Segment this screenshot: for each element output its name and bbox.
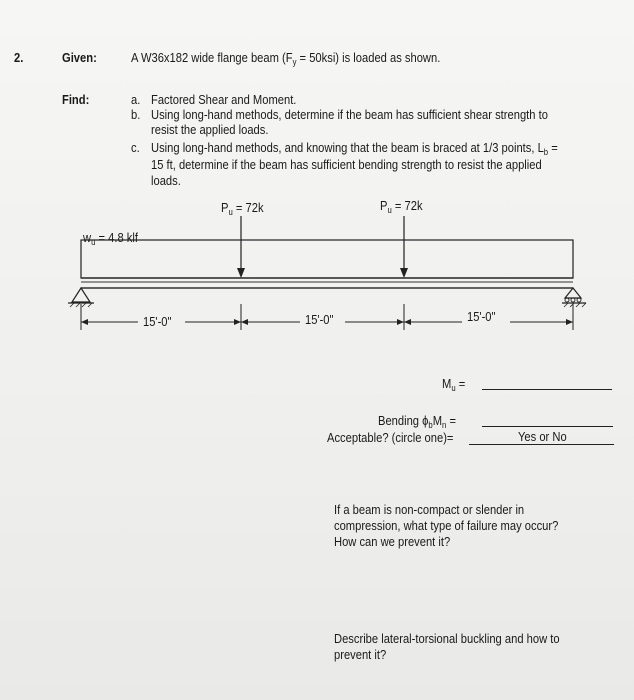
- item-c-line-1: Using long-hand methods, and knowing that the beam is braced at 1/3 points, $L_b$ =: [151, 140, 558, 157]
- question-1-line-2: compression, what type of failure may occur?: [334, 518, 559, 533]
- yes-or-no-option[interactable]: Yes or No: [518, 429, 567, 444]
- bending-answer-blank[interactable]: [482, 426, 613, 427]
- point-load-1-arrow: [237, 216, 245, 278]
- question-1-line-1: If a beam is non-compact or slender in: [334, 502, 525, 517]
- item-a-letter: a.: [131, 92, 141, 107]
- problem-number: 2.: [14, 50, 24, 65]
- item-a-text: Factored Shear and Moment.: [151, 92, 297, 107]
- item-b-letter: b.: [131, 107, 141, 122]
- bending-label: Bending $\phi_bM_n$ =: [378, 413, 457, 430]
- find-label: Find:: [62, 92, 90, 107]
- acceptable-answer-blank[interactable]: [469, 444, 614, 445]
- span-3-label: 15'-0": [467, 309, 496, 324]
- question-1-line-3: How can we prevent it?: [334, 534, 451, 549]
- distributed-load-region: [81, 240, 573, 278]
- item-b-line-1: Using long-hand methods, determine if the beam has sufficient shear strength to: [151, 107, 548, 122]
- mu-answer-blank[interactable]: [482, 389, 612, 390]
- given-label: Given:: [62, 50, 97, 65]
- mu-label: $M_u$ =: [442, 376, 466, 393]
- question-2-line-2: prevent it?: [334, 647, 387, 662]
- span-2-label: 15'-0": [305, 312, 334, 327]
- item-b-line-2: resist the applied loads.: [151, 122, 269, 137]
- given-text: A W36x182 wide flange beam $(F_y = 50ksi)$ is loaded as shown.: [131, 50, 441, 67]
- acceptable-label: Acceptable? (circle one)=: [327, 430, 454, 445]
- question-2-line-1: Describe lateral-torsional buckling and how to: [334, 631, 560, 646]
- item-c-line-3: loads.: [151, 173, 181, 188]
- point-load-2-label: $P_u = 72k$: [380, 198, 423, 215]
- item-c-line-2: 15 ft, determine if the beam has sufficient bending strength to resist the applied: [151, 157, 542, 172]
- point-load-2-arrow: [400, 216, 408, 278]
- span-1-label: 15'-0": [143, 314, 172, 329]
- roller-support-right: [562, 288, 586, 307]
- distributed-load-label: $w_u = 4.8$ klf: [83, 230, 138, 247]
- point-load-1-label: $P_u = 72k$: [221, 200, 264, 217]
- item-c-letter: c.: [131, 140, 140, 155]
